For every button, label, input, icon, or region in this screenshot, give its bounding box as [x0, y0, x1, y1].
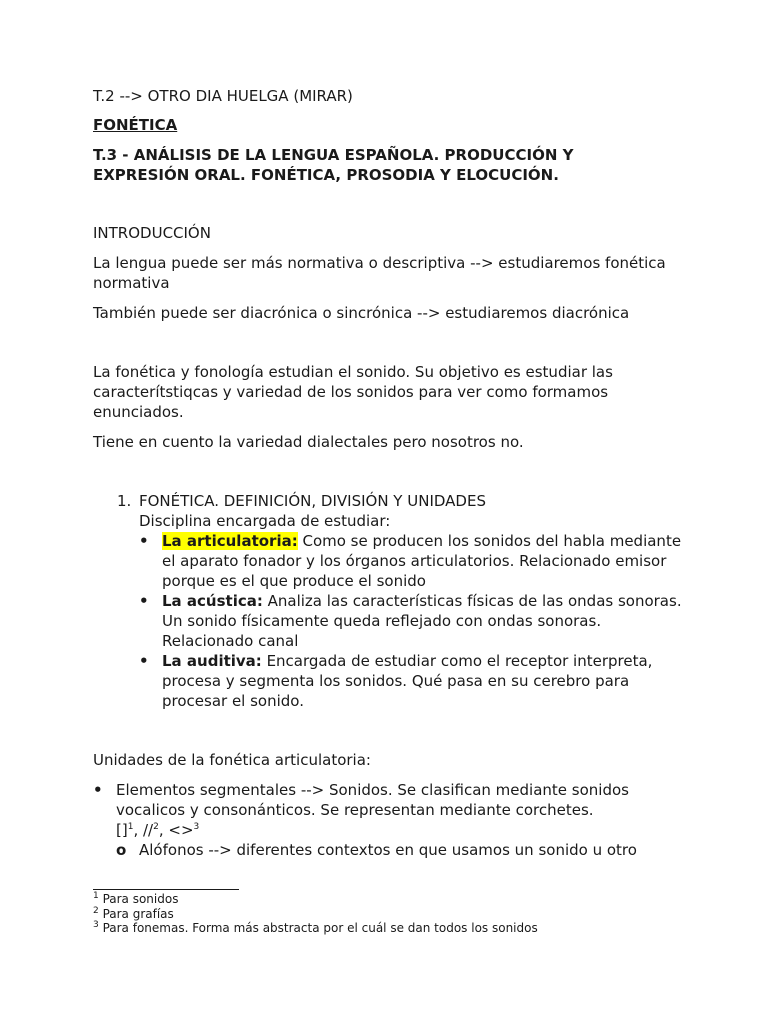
footnote-separator — [93, 889, 239, 890]
term-articulatoria-text: Como se producen los sonidos del habla mediante el aparato fonador y los órganos articulatorios. Relacionado emisor porque es el que produce el sonido — [162, 532, 682, 590]
list-item — [93, 780, 693, 860]
bullet-icon: • — [139, 592, 149, 610]
footnote-number: 2 — [93, 905, 99, 916]
paragraph-diacronica: También puede ser diacrónica o sincrónica --> estudiaremos diacrónica — [93, 304, 630, 322]
term-auditiva-text: Encargada de estudiar como el receptor interpreta, procesa y segmenta los sonidos. Qué pasa en su cerebro para procesar el sonido. — [162, 652, 653, 710]
bullet-icon: • — [139, 652, 149, 670]
branches-list — [139, 531, 693, 711]
footnote-text: Para grafías — [102, 906, 174, 921]
footnotes — [93, 892, 538, 936]
section-1-body — [139, 491, 693, 711]
paragraph-normativa: La lengua puede ser más normativa o descriptiva --> estudiaremos fonética normativa — [93, 254, 666, 292]
section-1 — [93, 491, 693, 711]
section-1-title: FONÉTICA. DEFINICIÓN, DIVISIÓN Y UNIDADES — [139, 492, 486, 510]
mark-brackets: [] — [116, 821, 128, 839]
footnote-1 — [93, 892, 538, 907]
sub-bullet-icon: o — [116, 841, 127, 859]
topic-title-line-2: EXPRESIÓN ORAL. FONÉTICA, PROSODIA Y ELOCUCIÓN. — [93, 166, 559, 184]
footnote-3 — [93, 921, 538, 936]
footnote-ref: 1 — [127, 822, 134, 832]
intro-heading: INTRODUCCIÓN — [93, 224, 211, 242]
mark-slashes: // — [143, 821, 154, 839]
footnote-ref: 2 — [153, 822, 159, 832]
footnote-number: 1 — [93, 891, 99, 901]
footnote-text: Para fonemas. Forma más abstracta por el cuál se dan todos los sonidos — [102, 921, 538, 935]
section-number: 1. — [117, 492, 132, 510]
list-item — [139, 531, 693, 591]
units-item-text: Elementos segmentales --> Sonidos. Se clasifican mediante sonidos vocalicos y consonánticos. Se representan mediante corchetes. — [116, 781, 629, 819]
footnote-number: 3 — [93, 920, 99, 930]
term-acustica: La acústica: — [162, 592, 263, 610]
list-item — [139, 591, 693, 651]
paragraph-fonologia: La fonética y fonología estudian el sonido. Su objetivo es estudiar las caracterítstiqcas y variedad de los sonidos para ver como formamos enunciados. — [93, 363, 613, 421]
units-sub-list — [116, 840, 693, 860]
note-line: T.2 --> OTRO DIA HUELGA (MIRAR) — [93, 87, 353, 105]
bullet-icon: • — [139, 532, 149, 550]
mark-angles: <> — [168, 821, 194, 839]
topic-title — [93, 145, 693, 185]
units-list — [93, 780, 693, 860]
paragraph-dialectales: Tiene en cuento la variedad dialectales pero nosotros no. — [93, 433, 524, 451]
term-acustica-text: Analiza las características físicas de las ondas sonoras. Un sonido físicamente queda reflejado con ondas sonoras. Relacionado canal — [162, 592, 682, 650]
document-body — [93, 86, 693, 860]
bullet-icon: • — [93, 781, 103, 799]
alofonos-text: Alófonos --> diferentes contextos en que usamos un sonido u otro — [139, 841, 637, 859]
list-item — [116, 840, 693, 860]
list-item — [139, 651, 693, 711]
units-title: Unidades de la fonética articulatoria: — [93, 751, 371, 769]
notation-marks: []$^1$, //$^2$, <>$^3$ — [116, 821, 200, 839]
footnote-2 — [93, 907, 538, 922]
term-articulatoria: La articulatoria: — [162, 532, 298, 550]
section-heading: FONÉTICA — [93, 116, 178, 134]
term-auditiva: La auditiva: — [162, 652, 262, 670]
section-1-intro: Disciplina encargada de estudiar: — [139, 512, 391, 530]
footnote-text: Para sonidos — [102, 892, 179, 906]
topic-title-line-1: T.3 - ANÁLISIS DE LA LENGUA ESPAÑOLA. PRODUCCIÓN Y — [93, 146, 574, 164]
footnote-ref: 3 — [193, 822, 200, 832]
